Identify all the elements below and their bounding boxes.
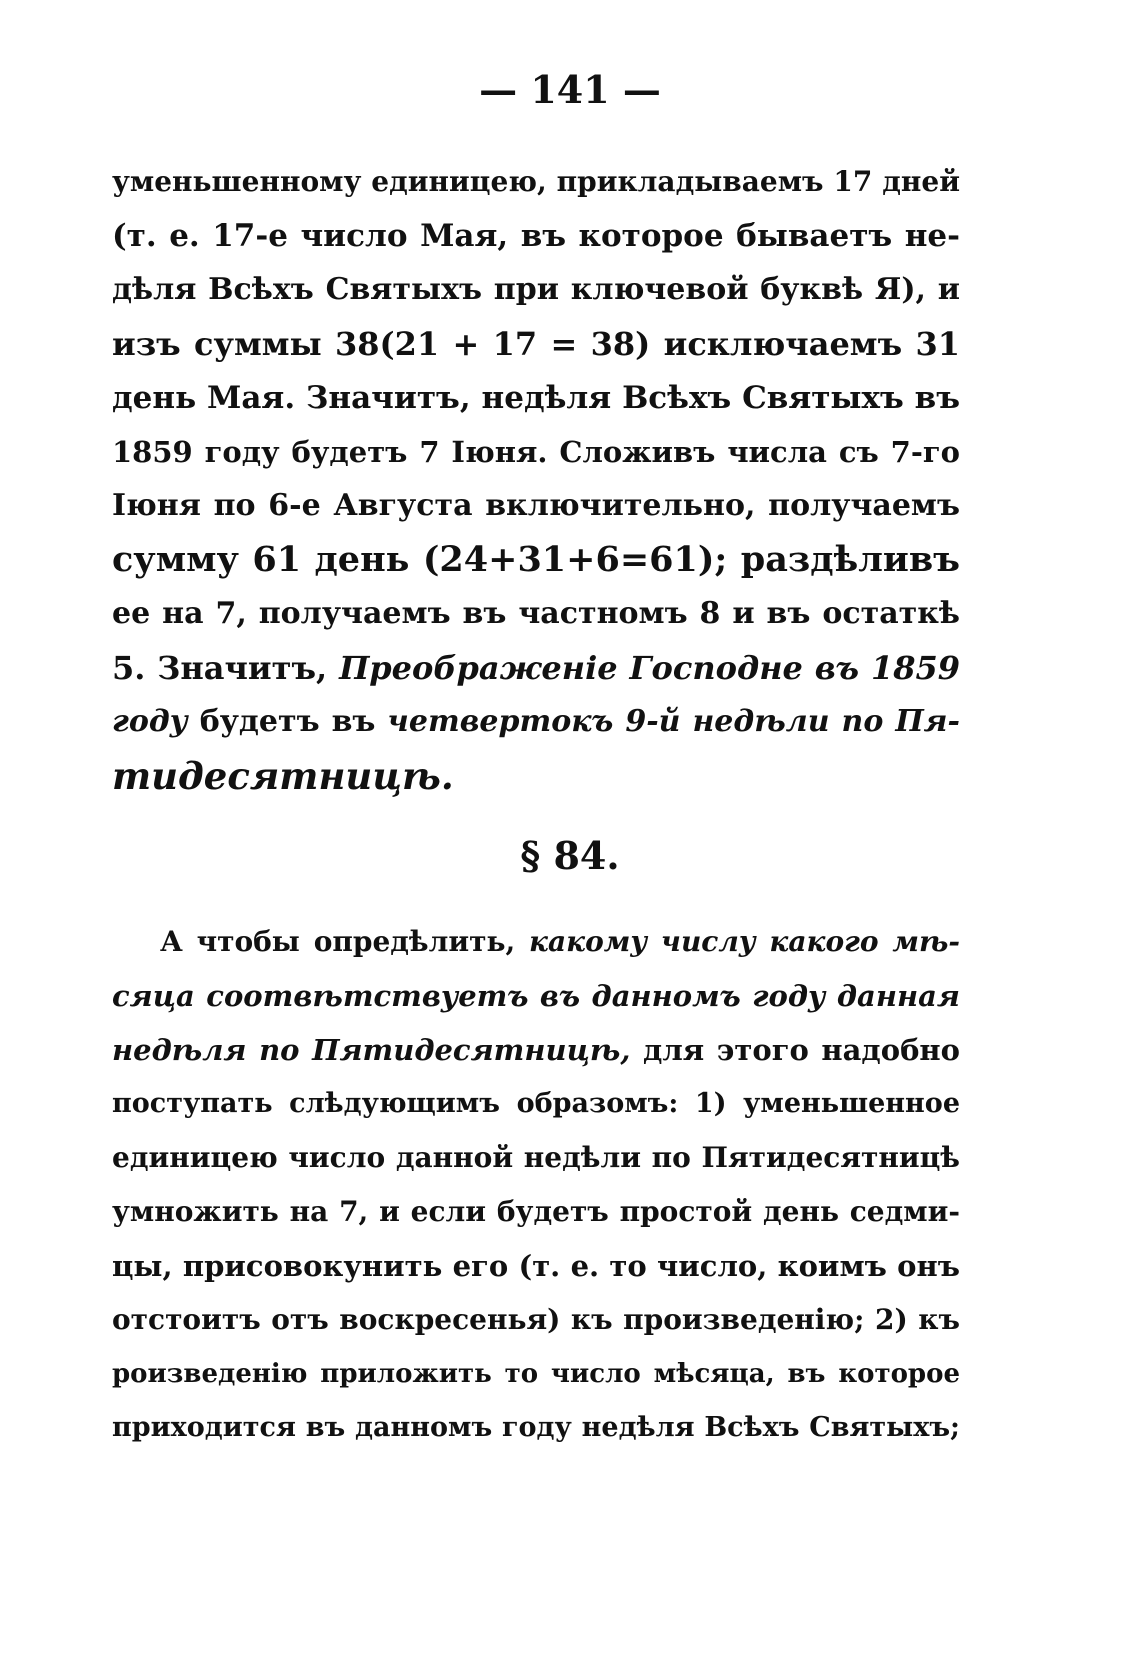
italic-text-run: четвертокъ 9-й недѣли по Пя- bbox=[387, 704, 960, 739]
text-line: поступать слѣдующимъ образомъ: 1) уменьшенное bbox=[112, 1088, 960, 1119]
text-line: Іюня по 6-е Августа включительно, получаемъ bbox=[112, 488, 960, 523]
text-line: уменьшенному единицею, прикладываемъ 17 дней bbox=[112, 165, 960, 198]
text-line: (т. е. 17-е число Мая, въ которое бываетъ не- bbox=[112, 218, 960, 254]
text-line: сумму 61 день (24+31+6=61); раздѣливъ bbox=[112, 539, 960, 580]
text-line: ее на 7, получаемъ въ частномъ 8 и въ остаткѣ bbox=[112, 596, 960, 631]
text-line: цы, присовокунить его (т. е. то число, коимъ онъ bbox=[112, 1249, 960, 1283]
text-run: будетъ въ bbox=[187, 704, 388, 739]
italic-text-run: какому числу какого мѣ- bbox=[529, 925, 960, 958]
text-run: для этого надобно bbox=[630, 1033, 960, 1067]
text-line: день Мая. Значитъ, недѣля Всѣхъ Святыхъ въ bbox=[112, 380, 960, 416]
text-run: 5. Значитъ, bbox=[112, 649, 340, 687]
italic-text-run: тидесятницѣ. bbox=[112, 754, 454, 798]
text-line bbox=[112, 644, 960, 692]
italic-text-run: недѣля по Пятидесятницѣ, bbox=[112, 1033, 631, 1067]
text-line: сяца соотвѣтствуетъ въ данномъ году данная bbox=[112, 979, 960, 1013]
text-line bbox=[160, 918, 960, 966]
text-run: А чтобы опредѣлить, bbox=[160, 925, 530, 958]
text-line bbox=[112, 752, 960, 800]
text-line bbox=[112, 698, 960, 746]
italic-text-run: году bbox=[112, 704, 188, 739]
text-line: изъ суммы 38(21 + 17 = 38) исключаемъ 31 bbox=[112, 325, 960, 363]
text-line: дѣля Всѣхъ Святыхъ при ключевой буквѣ Я), и bbox=[112, 272, 960, 307]
italic-text-run: Преображеніе Господне въ 1859 bbox=[339, 649, 961, 687]
text-line: приходится въ данномъ году недѣля Всѣхъ Святыхъ; bbox=[112, 1412, 960, 1443]
text-line: умножить на 7, и если будетъ простой день седми- bbox=[112, 1195, 960, 1228]
text-line: отстоитъ отъ воскресенья) къ произведенію; 2) къ bbox=[112, 1303, 960, 1336]
section-heading: § 84. bbox=[520, 833, 620, 878]
page-number: — 141 — bbox=[479, 67, 661, 112]
text-line bbox=[112, 1026, 960, 1074]
text-line: 1859 году будетъ 7 Іюня. Сложивъ числа съ 7-го bbox=[112, 435, 960, 469]
text-line: единицею число данной недѣли по Пятидесятницѣ bbox=[112, 1141, 960, 1174]
text-line: роизведенію приложить то число мѣсяца, въ которое bbox=[112, 1359, 960, 1389]
